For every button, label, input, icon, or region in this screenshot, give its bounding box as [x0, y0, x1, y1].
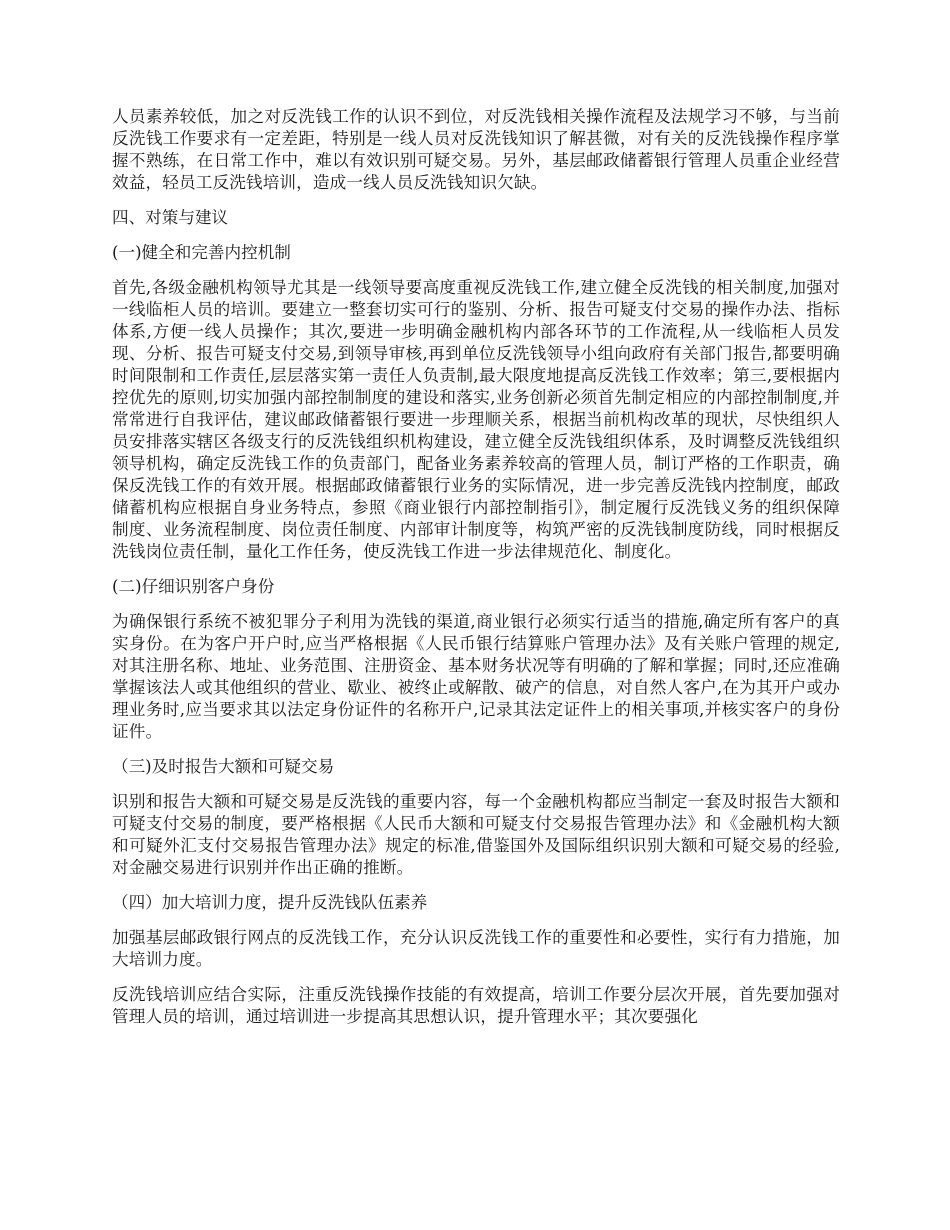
- paragraph-training-detail: 反洗钱培训应结合实际，注重反洗钱操作技能的有效提高，培训工作要分层次开展，首先要加强对管理人员的培训，通过培训进一步提高其思想认识，提升管理水平；其次要强化: [112, 985, 840, 1026]
- paragraph-customer-identification: 为确保银行系统不被犯罪分子利用为洗钱的渠道,商业银行必须实行适当的措施,确定所有客户的真实身份。在为客户开户时,应当严格根据《人民币银行结算账户管理办法》及有关账户管理的规定,对其注册名称、地址、业务范围、注册资金、基本财务状况等有明确的了解和掌握；同时,还应准确掌握该法人或其他组织的营业、歇业、被终止或解散、破产的信息，对自然人客户,在为其开户或办理业务时,应当要求其以法定身份证件的名称开户,记录其法定证件上的相关事项,并核实客户的身份证件。: [112, 612, 840, 741]
- paragraph-report-transactions: 识别和报告大额和可疑交易是反洗钱的重要内容，每一个金融机构都应当制定一套及时报告大额和可疑支付交易的制度，要严格根据《人民币大额和可疑支付交易报告管理办法》和《金融机构大额和可疑外汇支付交易报告管理办法》规定的标准,借鉴国外及国际组织识别大额和可疑交易的经验,对金融交易进行识别并作出正确的推断。: [112, 792, 840, 877]
- subheading-customer-identification: (二)仔细识别客户身份: [112, 577, 275, 596]
- subheading-training: （四）加大培训力度，提升反洗钱队伍素养: [112, 893, 428, 912]
- subheading-report-transactions: （三)及时报告大额和可疑交易: [112, 757, 335, 776]
- paragraph-staff-quality: 人员素养较低，加之对反洗钱工作的认识不到位，对反洗钱相关操作流程及法规学习不够，与当前反洗钱工作要求有一定差距，特别是一线人员对反洗钱知识了解甚微，对有关的反洗钱操作程序掌握不熟练，在日常工作中，难以有效识别可疑交易。另外，基层邮政储蓄银行管理人员重企业经营效益，轻员工反洗钱培训，造成一线人员反洗钱知识欠缺。: [112, 107, 840, 192]
- paragraph-training-intro: 加强基层邮政银行网点的反洗钱工作，充分认识反洗钱工作的重要性和必要性，实行有力措施，加大培训力度。: [112, 928, 840, 969]
- subheading-internal-control: (一)健全和完善内控机制: [112, 243, 291, 262]
- document-page: [112, 106, 840, 1041]
- paragraph-internal-control: 首先,各级金融机构领导尤其是一线领导要高度重视反洗钱工作,建立健全反洗钱的相关制度,加强对一线临柜人员的培训。要建立一整套切实可行的鉴别、分析、报告可疑支付交易的操作办法、指标体系,方便一线人员操作；其次,要进一步明确金融机构内部各环节的工作流程,从一线临柜人员发现、分析、报告可疑支付交易,到领导审核,再到单位反洗钱领导小组向政府有关部门报告,都要明确时间限制和工作责任,层层落实第一责任人负责制,最大限度地提高反洗钱工作效率；第三,要根据内控优先的原则,切实加强内部控制制度的建设和落实,业务创新必须首先制定相应的内部控制制度,并常常进行自我评估，建议邮政储蓄银行要进一步理顺关系，根据当前机构改革的现状，尽快组织人员安排落实辖区各级支行的反洗钱组织机构建设，建立健全反洗钱组织体系，及时调整反洗钱组织领导机构，确定反洗钱工作的负责部门，配备业务素养较高的管理人员，制订严格的工作职责，确保反洗钱工作的有效开展。根据邮政储蓄银行业务的实际情况，进一步完善反洗钱内控制度，邮政储蓄机构应根据自身业务特点，参照《商业银行内部控制指引》，制定履行反洗钱义务的组织保障制度、业务流程制度、岗位责任制度、内部审计制度等，构筑严密的反洗钱制度防线，同时根据反洗钱岗位责任制，量化工作任务，使反洗钱工作进一步法律规范化、制度化。: [112, 278, 840, 561]
- section-heading-countermeasures: 四、对策与建议: [112, 208, 229, 227]
